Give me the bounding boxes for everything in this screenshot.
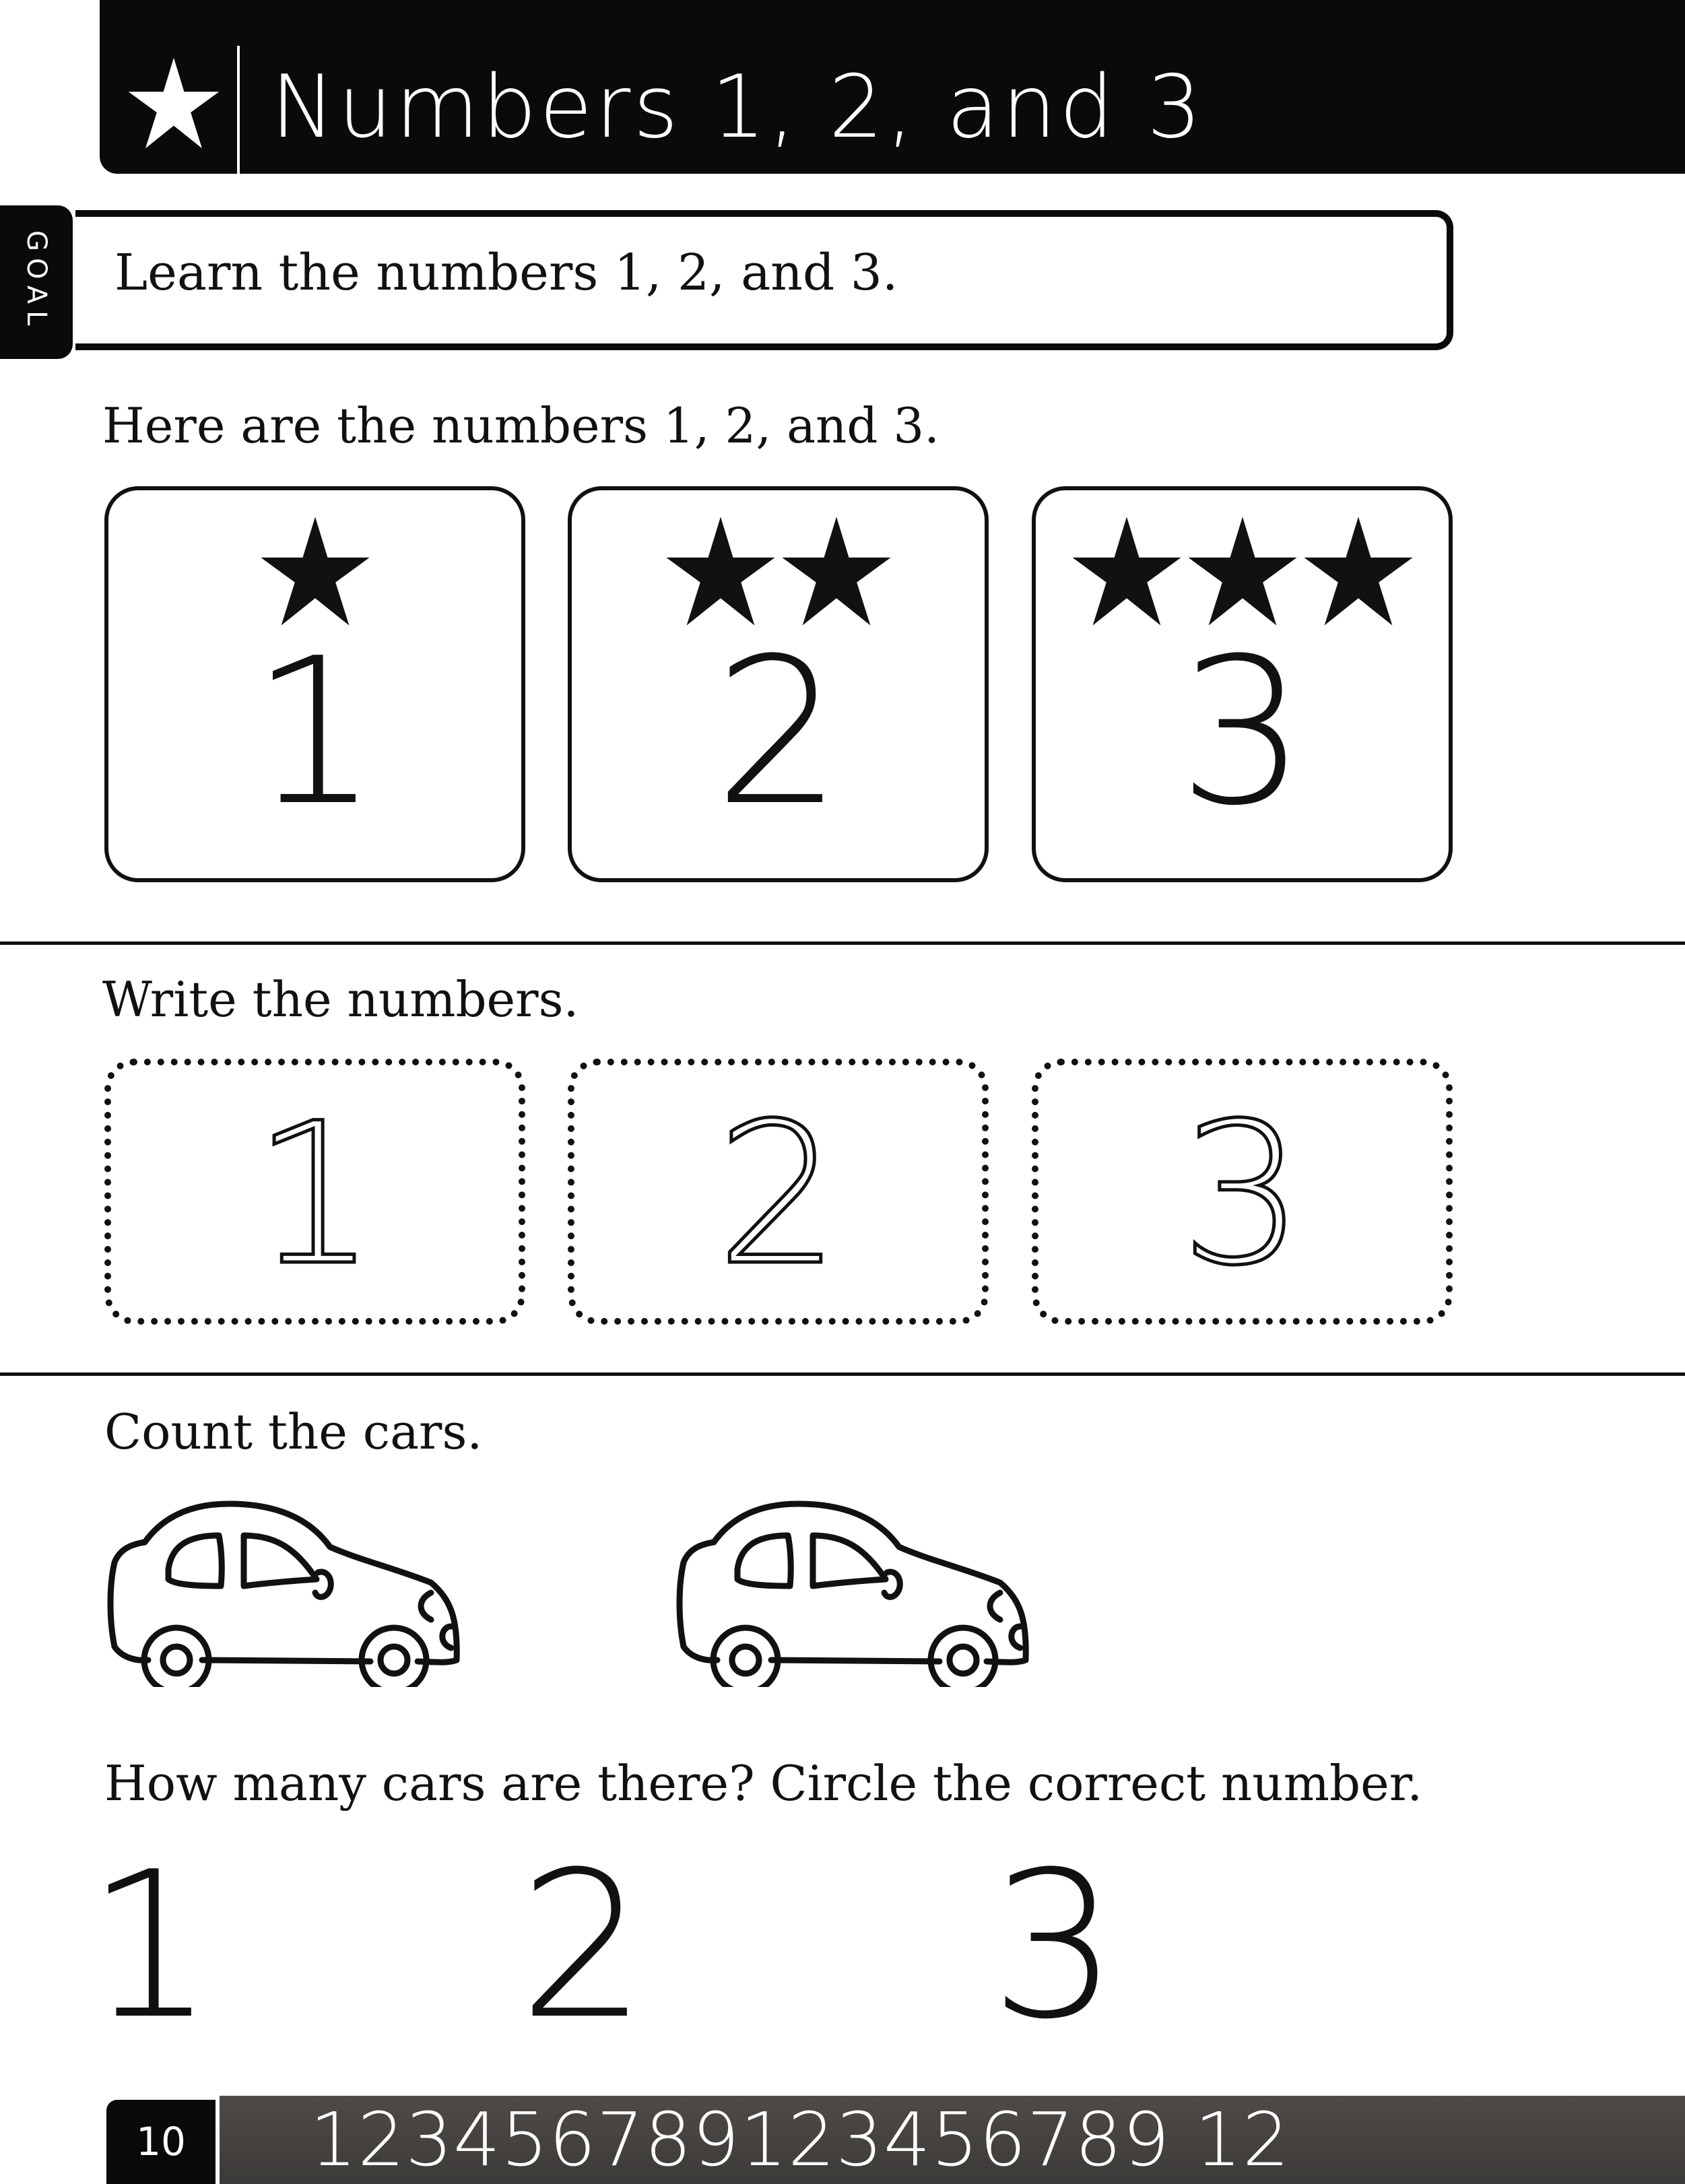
trace-box-3[interactable] <box>1032 1059 1453 1325</box>
trace-box-2[interactable] <box>568 1059 989 1325</box>
count-question: How many cars are there? Circle the correct number. <box>104 1755 1423 1812</box>
learn-heading: Here are the numbers 1, 2, and 3. <box>102 397 940 454</box>
number-card-3 <box>1032 486 1453 882</box>
star-icon <box>259 515 372 628</box>
answer-option-3[interactable]: 3 <box>990 1828 1119 2063</box>
trace-digit: 2 <box>716 1082 840 1309</box>
count-heading: Count the cars. <box>104 1403 483 1460</box>
number-card-1 <box>104 486 525 882</box>
star-icon <box>1186 515 1299 628</box>
star-group <box>1036 515 1449 628</box>
trace-digit: 3 <box>1180 1082 1304 1309</box>
number-strip-text: 123456789123456789 12 <box>310 2096 1290 2183</box>
title-divider <box>237 46 240 174</box>
page-number: 10 <box>106 2100 216 2184</box>
trace-digit: 1 <box>253 1082 377 1309</box>
car-icon <box>101 1498 539 1687</box>
star-group <box>572 515 985 628</box>
star-icon <box>1302 515 1415 628</box>
car-icon <box>670 1498 1108 1687</box>
section-divider <box>0 941 1685 945</box>
number-card-digit: 1 <box>251 615 379 850</box>
star-icon <box>780 515 893 628</box>
section-divider <box>0 1372 1685 1376</box>
trace-box-1[interactable] <box>104 1059 525 1325</box>
answer-option-2[interactable]: 2 <box>519 1828 647 2063</box>
number-card-digit: 2 <box>714 615 842 850</box>
number-card-digit: 3 <box>1178 615 1307 850</box>
goal-text: Learn the numbers 1, 2, and 3. <box>114 244 898 302</box>
goal-tab-label: GOAL <box>21 230 52 333</box>
star-icon <box>664 515 777 628</box>
star-icon <box>1070 515 1183 628</box>
write-heading: Write the numbers. <box>102 971 579 1028</box>
number-card-2 <box>568 486 989 882</box>
answer-option-1[interactable]: 1 <box>86 1828 215 2063</box>
star-group <box>108 515 521 628</box>
page-title: Numbers 1, 2, and 3 <box>271 57 1205 158</box>
star-icon <box>127 53 221 154</box>
